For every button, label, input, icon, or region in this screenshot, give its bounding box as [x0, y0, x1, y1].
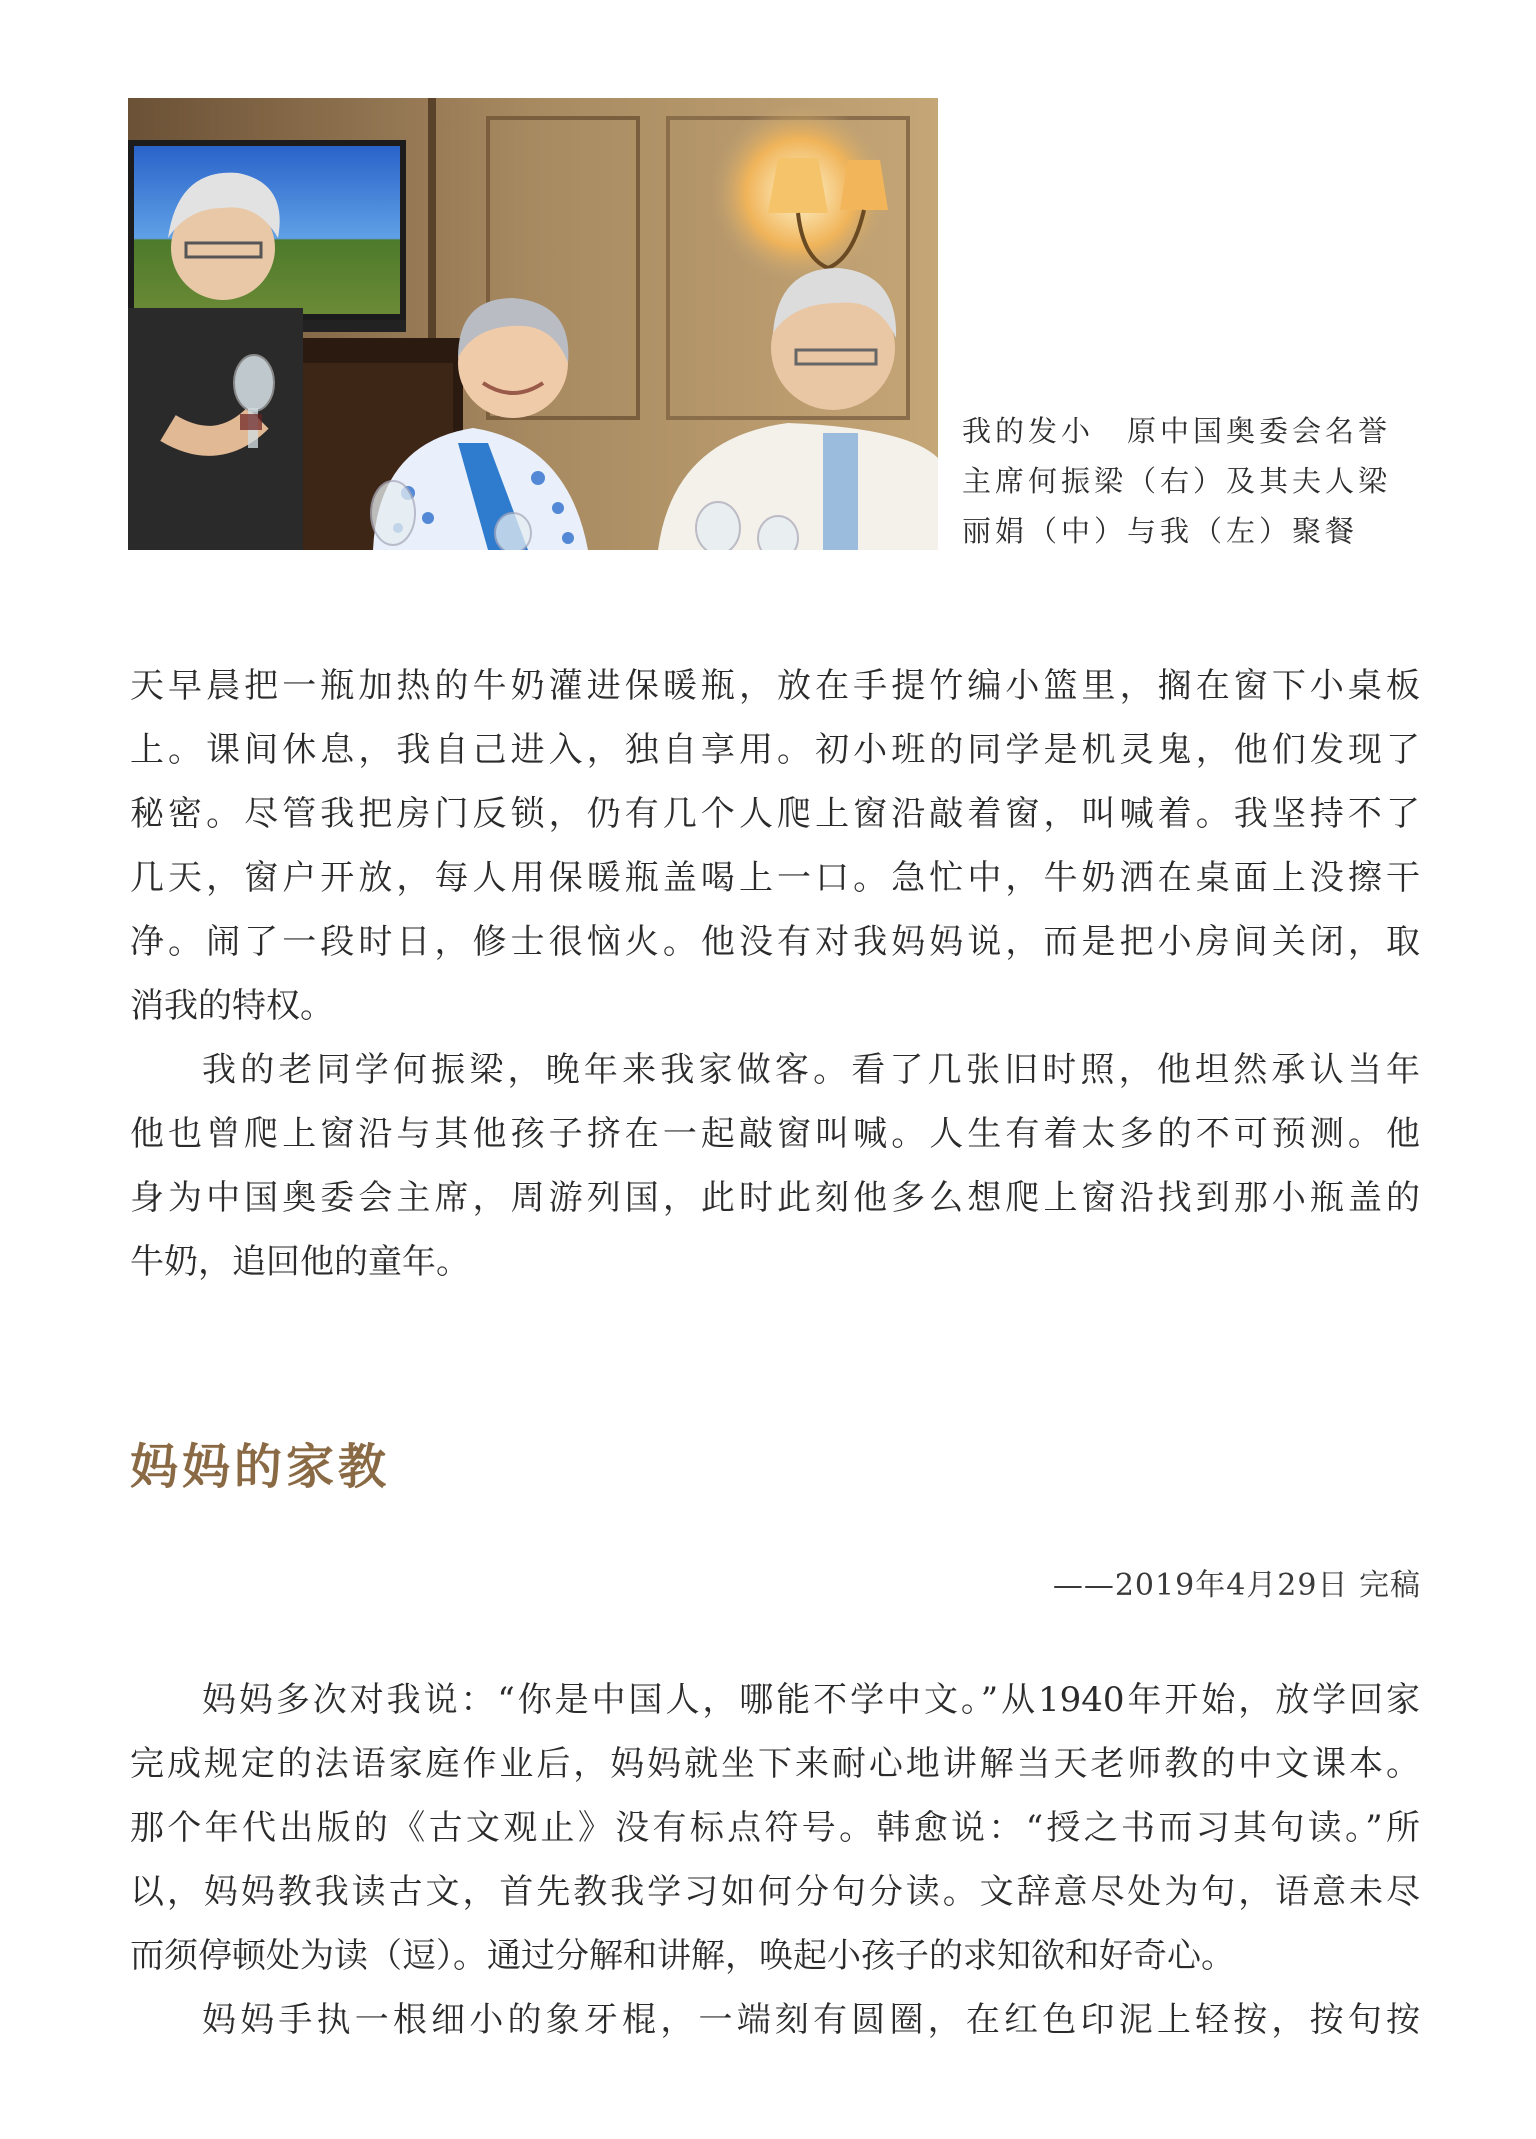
text-line: 秘密。尽管我把房门反锁，仍有几个人爬上窗沿敲着窗，叫喊着。我坚持不了 — [130, 794, 1420, 834]
text-line: 他也曾爬上窗沿与其他孩子挤在一起敲窗叫喊。人生有着太多的不可预测。他 — [130, 1114, 1420, 1154]
text-line: 以，妈妈教我读古文，首先教我学习如何分句分读。文辞意尽处为句，语意未尽 — [130, 1872, 1420, 1912]
caption-line: 我的发小 原中国奥委会名誉 — [962, 414, 1392, 448]
text-line: 天早晨把一瓶加热的牛奶灌进保暖瓶，放在手提竹编小篮里，搁在窗下小桌板 — [130, 666, 1420, 706]
paragraph-mother-teaching — [130, 1668, 1420, 1988]
section-title: 妈妈的家教 — [130, 1439, 391, 1495]
text-line: 几天，窗户开放，每人用保暖瓶盖喝上一口。急忙中，牛奶洒在桌面上没擦干 — [130, 858, 1420, 898]
text-line: 妈妈手执一根细小的象牙棍，一端刻有圆圈，在红色印泥上轻按，按句按 — [202, 2000, 1420, 2040]
text-line: 身为中国奥委会主席，周游列国，此时此刻他多么想爬上窗沿找到那小瓶盖的 — [130, 1178, 1420, 1218]
text-line: 妈妈多次对我说：“你是中国人，哪能不学中文。”从1940年开始，放学回家 — [202, 1680, 1420, 1720]
text-line: 牛奶，追回他的童年。 — [130, 1242, 470, 1282]
text-line: 而须停顿处为读（逗）。通过分解和讲解，唤起小孩子的求知欲和好奇心。 — [130, 1936, 1235, 1976]
text-line: 上。课间休息，我自己进入，独自享用。初小班的同学是机灵鬼，他们发现了 — [130, 730, 1420, 770]
text-line: 我的老同学何振梁，晚年来我家做客。看了几张旧时照，他坦然承认当年 — [202, 1050, 1420, 1090]
text-line: 消我的特权。 — [130, 986, 334, 1026]
paragraph-milk-story — [130, 654, 1420, 1038]
photo-caption — [962, 406, 1432, 556]
paragraph-ivory-stick — [130, 1988, 1420, 2052]
section-dateline: ——2019年4月29日 完稿 — [1052, 1568, 1421, 1603]
caption-line: 主席何振梁（右）及其夫人梁 — [962, 464, 1392, 498]
dinner-photo — [128, 98, 938, 550]
caption-line: 丽娟（中）与我（左）聚餐 — [962, 514, 1359, 548]
text-line: 净。闹了一段时日，修士很恼火。他没有对我妈妈说，而是把小房间关闭，取 — [130, 922, 1420, 962]
text-line: 完成规定的法语家庭作业后，妈妈就坐下来耐心地讲解当天老师教的中文课本。 — [130, 1744, 1420, 1784]
paragraph-classmate — [130, 1038, 1420, 1294]
text-line: 那个年代出版的《古文观止》没有标点符号。韩愈说：“授之书而习其句读。”所 — [130, 1808, 1420, 1848]
dinner-photo-illustration — [128, 98, 938, 550]
